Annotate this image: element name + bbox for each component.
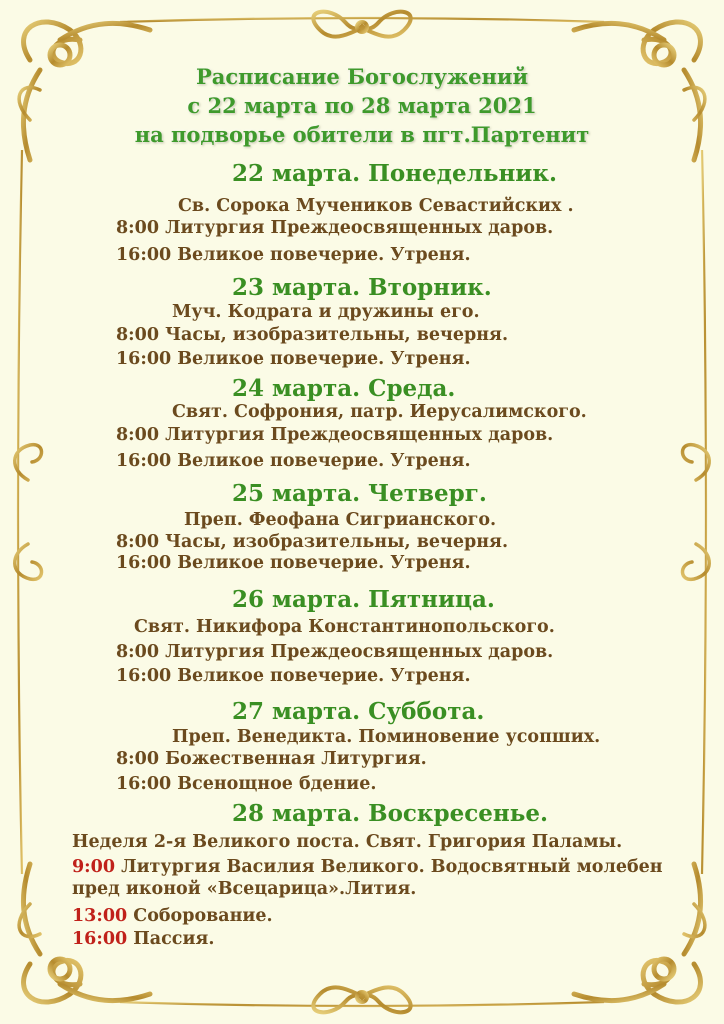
day-heading: 28 марта. Воскресенье. bbox=[232, 800, 548, 827]
schedule-line bbox=[72, 879, 416, 899]
schedule-line: Свят. Никифора Константинопольского. bbox=[134, 617, 555, 637]
schedule-line: Преп. Венедикта. Поминовение усопших. bbox=[172, 727, 601, 747]
day-heading: 22 марта. Понедельник. bbox=[232, 160, 557, 187]
schedule-line: 8:00 Часы, изобразительны, вечерня. bbox=[116, 325, 509, 345]
schedule-line: Св. Сорока Мучеников Севастийских . bbox=[178, 196, 574, 216]
day-heading: 25 марта. Четверг. bbox=[232, 480, 487, 507]
schedule-line: Преп. Феофана Сигрианского. bbox=[184, 510, 497, 530]
schedule-line: 8:00 Литургия Преждеосвященных даров. bbox=[116, 425, 554, 445]
schedule-line: 16:00 Великое повечерие. Утреня. bbox=[116, 666, 471, 686]
service-text: пред иконой «Всецарица».Лития. bbox=[72, 879, 417, 899]
day-heading: 23 марта. Вторник. bbox=[232, 274, 492, 301]
title-line-1: Расписание Богослужений bbox=[195, 64, 529, 89]
schedule-line: 16:00 Великое повечерие. Утреня. bbox=[116, 349, 471, 369]
service-text: Литургия Василия Великого. Водосвятный молебен bbox=[115, 857, 663, 877]
time-label: 16:00 bbox=[72, 929, 128, 949]
title-line-3: на подворье обители в пгт.Партенит bbox=[134, 122, 590, 147]
time-label: 9:00 bbox=[72, 857, 115, 877]
schedule-line: 8:00 Божественная Литургия. bbox=[116, 749, 427, 769]
schedule-line: 8:00 Литургия Преждеосвященных даров. bbox=[116, 218, 554, 238]
schedule-line bbox=[72, 857, 663, 877]
schedule-line: 8:00 Часы, изобразительны, вечерня. bbox=[116, 532, 509, 552]
day-heading: 27 марта. Суббота. bbox=[232, 698, 485, 725]
schedule-line: Свят. Софрония, патр. Иерусалимского. bbox=[172, 402, 587, 422]
day-heading: 24 марта. Среда. bbox=[232, 375, 456, 402]
schedule-line: 16:00 Всенощное бдение. bbox=[116, 774, 377, 794]
schedule-line: 16:00 Великое повечерие. Утреня. bbox=[116, 451, 471, 471]
time-label: 13:00 bbox=[72, 906, 128, 926]
service-text: Пассия. bbox=[127, 929, 215, 949]
schedule-line: 16:00 Великое повечерие. Утреня. bbox=[116, 553, 471, 573]
service-text: Соборование. bbox=[127, 906, 273, 926]
schedule-line: Муч. Кодрата и дружины его. bbox=[172, 302, 480, 322]
day-heading: 26 марта. Пятница. bbox=[232, 586, 495, 613]
schedule-line: 8:00 Литургия Преждеосвященных даров. bbox=[116, 642, 554, 662]
schedule-line bbox=[72, 929, 214, 949]
title-line-2: с 22 марта по 28 марта 2021 bbox=[187, 93, 537, 118]
schedule-line: 16:00 Великое повечерие. Утреня. bbox=[116, 245, 471, 265]
schedule-line: Неделя 2-я Великого поста. Свят. Григория Паламы. bbox=[72, 832, 623, 852]
schedule-line bbox=[72, 906, 273, 926]
